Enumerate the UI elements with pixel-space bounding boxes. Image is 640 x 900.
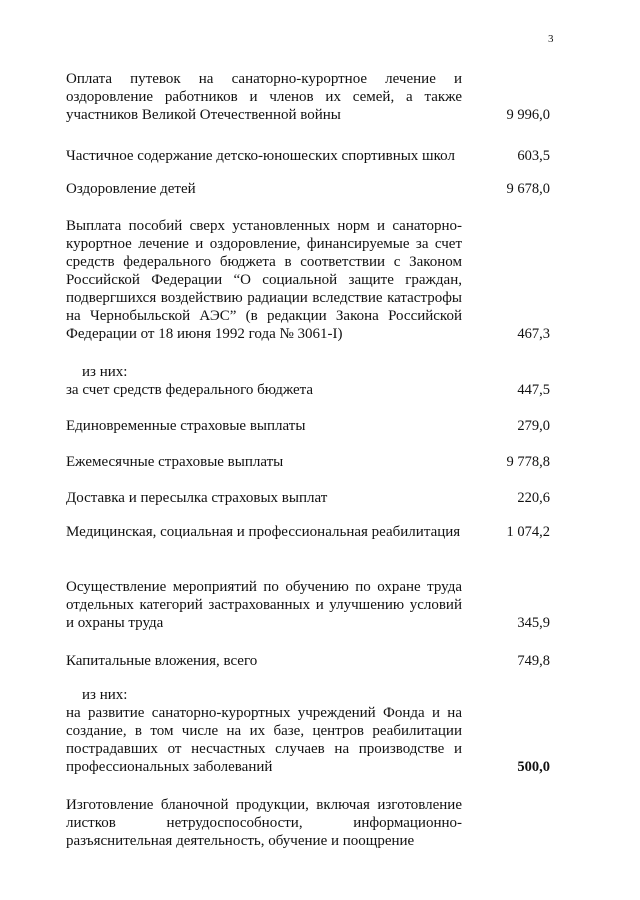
sub-note: из них: bbox=[82, 364, 128, 380]
list-item bbox=[66, 70, 550, 124]
item-text: Доставка и пересылка страховых выплат bbox=[66, 490, 328, 506]
item-value: 220,6 bbox=[517, 490, 550, 506]
item-value: 1 074,2 bbox=[506, 524, 550, 540]
list-item bbox=[66, 217, 550, 343]
item-value: 9 778,8 bbox=[506, 454, 550, 470]
item-value: 603,5 bbox=[517, 148, 550, 164]
item-text: на развитие санаторно-курортных учреждений Фонда и на создание, в том числе на их базе, центров реабилитации пострадавших от несчастных случаев на производстве и профессиональных заболеваний bbox=[66, 705, 462, 775]
item-text: Выплата пособий сверх установленных норм и санаторно-курортное лечение и оздоровление, финансируемые за счет средств федерального бюджета в соответствии с Законом Российской Федерации “О социальной защите граждан, подвергшихся воздействию радиации вследствие катастрофы на Чернобыльской АЭС” (в редакции Закона Российской Федерации от 18 июня 1992 года № 3061-I) bbox=[66, 218, 462, 342]
item-value: 279,0 bbox=[517, 418, 550, 434]
item-value: 500,0 bbox=[517, 759, 550, 775]
page-number: 3 bbox=[548, 33, 554, 45]
list-item bbox=[66, 704, 550, 776]
item-text: Оздоровление детей bbox=[66, 181, 196, 197]
list-item bbox=[66, 417, 550, 435]
item-value: 9 996,0 bbox=[506, 107, 550, 123]
item-text: Медицинская, социальная и профессиональная реабилитация bbox=[66, 524, 461, 540]
item-text: Изготовление бланочной продукции, включая изготовление листков нетрудоспособности, информационно-разъяснительная деятельность, обучение и поощрение bbox=[66, 797, 462, 849]
item-value: 447,5 bbox=[517, 382, 550, 398]
item-text: Единовременные страховые выплаты bbox=[66, 418, 306, 434]
item-value: 9 678,0 bbox=[506, 181, 550, 197]
item-text: Частичное содержание детско-юношеских спортивных школ bbox=[66, 148, 455, 164]
item-text: Оплата путевок на санаторно-курортное лечение и оздоровление работников и членов их семей, а также участников Великой Отечественной войны bbox=[66, 71, 462, 123]
sub-note: из них: bbox=[82, 687, 128, 703]
list-item bbox=[66, 489, 550, 507]
list-item bbox=[66, 381, 550, 399]
item-text: за счет средств федерального бюджета bbox=[66, 382, 314, 398]
item-text: Осуществление мероприятий по обучению по охране труда отдельных категорий застрахованных и улучшению условий и охраны труда bbox=[66, 579, 462, 631]
item-value: 467,3 bbox=[517, 326, 550, 342]
list-item bbox=[66, 147, 550, 165]
list-item bbox=[66, 453, 550, 471]
item-text: Капитальные вложения, всего bbox=[66, 653, 258, 669]
list-item bbox=[66, 796, 550, 854]
item-value: 749,8 bbox=[517, 653, 550, 669]
list-item bbox=[66, 652, 550, 670]
item-text: Ежемесячные страховые выплаты bbox=[66, 454, 284, 470]
list-item bbox=[66, 578, 550, 632]
list-item bbox=[66, 180, 550, 198]
list-item bbox=[66, 523, 550, 541]
item-value: 345,9 bbox=[517, 615, 550, 631]
